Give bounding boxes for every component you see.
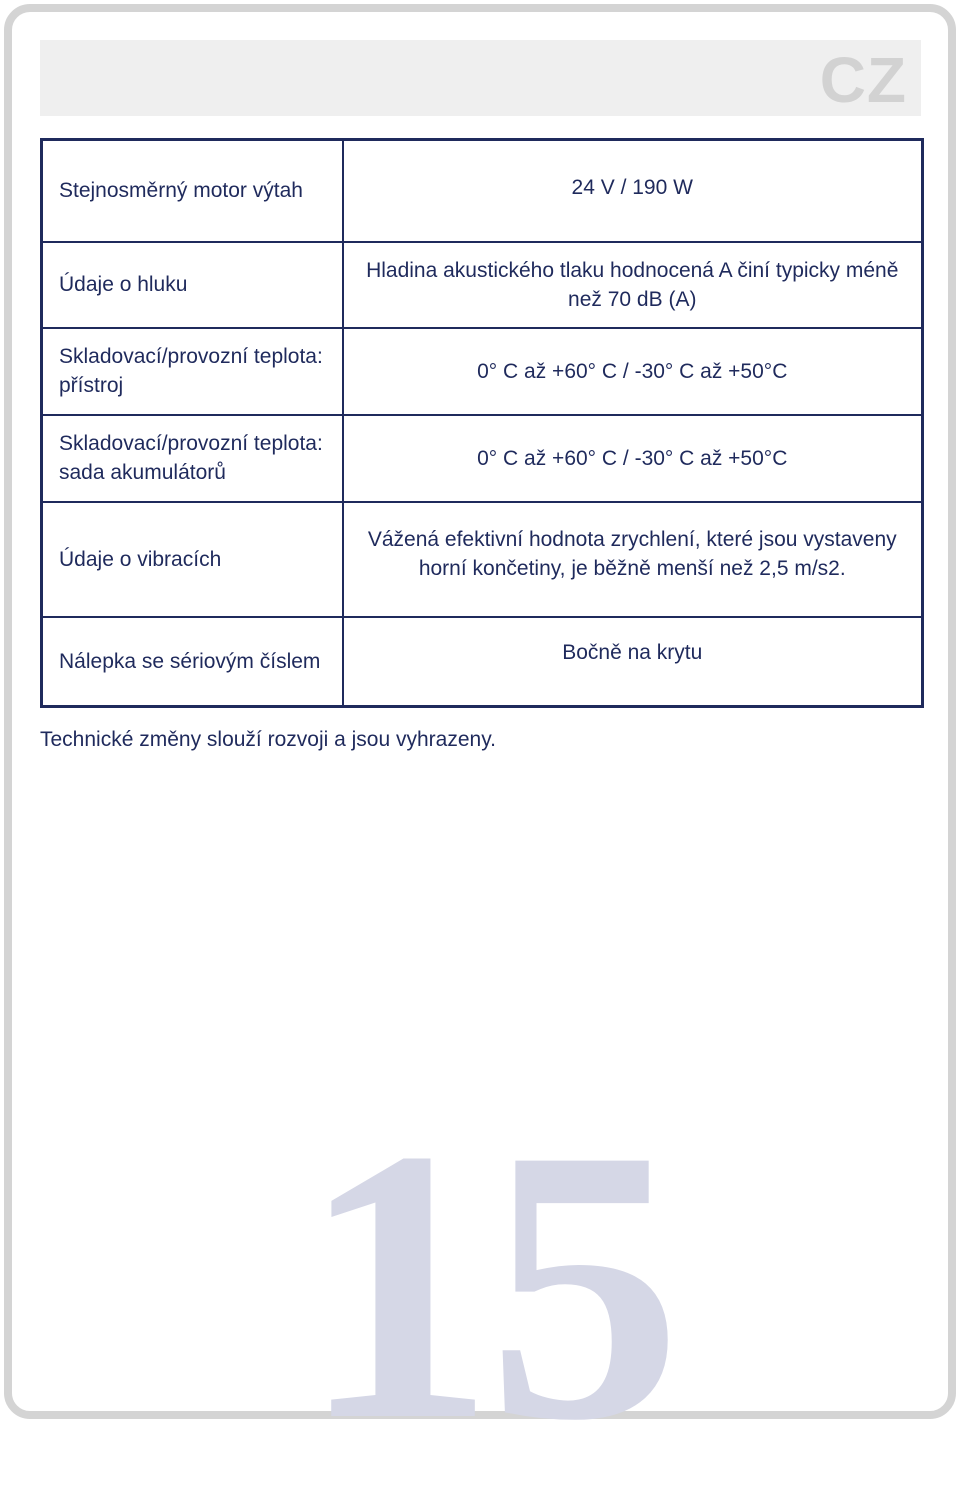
table-row — [42, 415, 923, 502]
spec-label-noise: Údaje o hluku — [42, 242, 343, 328]
header-band — [40, 40, 921, 116]
spec-value-vibration: Vážená efektivní hodnota zrychlení, které jsou vystaveny horní končetiny, je běžně menší než 2,5 m/s2. — [343, 502, 923, 617]
table-row — [42, 242, 923, 328]
spec-label-device-temperature: Skladovací/provozní teplota: přístroj — [42, 328, 343, 415]
table-row — [42, 502, 923, 617]
footnote: Technické změny slouží rozvoji a jsou vyhrazeny. — [40, 728, 496, 751]
language-code: CZ — [819, 44, 907, 116]
table-row — [42, 328, 923, 415]
spec-label-vibration: Údaje o vibracích — [42, 502, 343, 617]
table-row — [42, 140, 923, 242]
spec-value-noise: Hladina akustického tlaku hodnocená A činí typicky méně než 70 dB (A) — [343, 242, 923, 328]
spec-label-battery-temperature: Skladovací/provozní teplota: sada akumulátorů — [42, 415, 343, 502]
spec-value-battery-temperature: 0° C až +60° C / -30° C až +50°C — [343, 415, 923, 502]
page-number: 15 — [300, 1069, 674, 1501]
spec-value-motor: 24 V / 190 W — [571, 176, 693, 200]
specification-table — [40, 138, 924, 708]
spec-label-motor: Stejnosměrný motor výtah — [42, 140, 343, 242]
table-row — [42, 617, 923, 707]
spec-value-serial-sticker: Bočně na krytu — [343, 617, 923, 707]
spec-label-serial-sticker: Nálepka se sériovým číslem — [42, 617, 343, 707]
spec-value-device-temperature: 0° C až +60° C / -30° C až +50°C — [343, 328, 923, 415]
